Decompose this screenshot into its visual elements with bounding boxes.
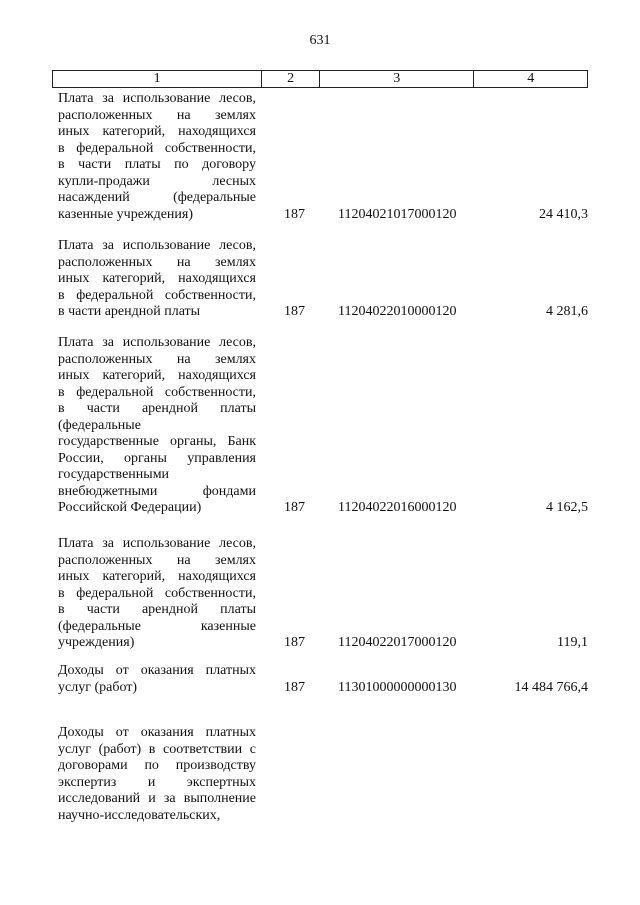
description-line: иных категорий, находящихся [58, 271, 256, 286]
description-line: внебюджетными фондами [58, 483, 256, 499]
description-line: иных категорий, находящихся [58, 569, 256, 584]
description-line: расположенных на землях [58, 254, 256, 270]
description-line: России, органы управления [58, 450, 256, 466]
description-line: государственными [58, 467, 170, 482]
amount-value: 4 281,6 [546, 304, 588, 319]
description-line: учреждения) [58, 635, 135, 650]
row-description [58, 91, 256, 223]
description-line: Плата за использование лесов, [58, 536, 256, 551]
description-line: договорами по производству [58, 758, 256, 773]
table-row [52, 536, 588, 652]
description-line: в федеральной собственности, [58, 140, 256, 156]
description-line: (федеральные [58, 417, 141, 433]
description-line: иных категорий, находящихся [58, 124, 256, 139]
table-row [52, 238, 588, 321]
table-row [52, 725, 588, 824]
description-line: Доходы от оказания платных [58, 663, 256, 678]
header-col-2: 2 [262, 71, 320, 87]
table-row [52, 663, 588, 696]
amount-value: 4 162,5 [546, 500, 588, 515]
admin-code: 187 [284, 635, 305, 650]
table-header [52, 70, 588, 88]
admin-code: 187 [284, 304, 305, 319]
amount-value: 14 484 766,4 [514, 679, 588, 695]
description-line: (федеральные казенные [58, 618, 256, 634]
description-line: в федеральной собственности, [58, 585, 256, 601]
description-line: в части арендной платы [58, 602, 256, 617]
admin-code: 187 [284, 206, 305, 222]
description-line: казенные учреждения) [58, 206, 194, 222]
description-line: в части арендной платы [58, 304, 201, 319]
budget-classification-code: 11204022010000120 [338, 304, 457, 319]
description-line: расположенных на землях [58, 552, 256, 568]
description-line: купли-продажи лесных [58, 173, 256, 189]
description-line: услуг (работ) [58, 679, 138, 695]
description-line: научно-исследовательских, [58, 807, 221, 823]
description-line: расположенных на землях [58, 107, 256, 123]
row-description [58, 536, 256, 652]
description-line: исследований и за выполнение [58, 791, 256, 806]
header-col-4: 4 [527, 71, 535, 86]
description-line: насаждений (федеральные [58, 190, 256, 205]
amount-value: 119,1 [557, 635, 588, 650]
description-line: в федеральной собственности, [58, 384, 256, 400]
budget-classification-code: 11204022016000120 [338, 500, 457, 515]
header-col-1: 1 [53, 71, 262, 87]
amount-value: 24 410,3 [539, 206, 588, 222]
budget-classification-code: 11301000000000130 [338, 679, 457, 695]
row-description [58, 663, 256, 696]
header-col-3: 3 [320, 71, 474, 87]
budget-classification-code: 11204022017000120 [338, 635, 457, 650]
description-line: экспертиз и экспертных [58, 774, 256, 790]
description-line: Плата за использование лесов, [58, 238, 256, 253]
row-description [58, 238, 256, 321]
budget-classification-code: 11204021017000120 [338, 206, 457, 222]
description-line: иных категорий, находящихся [58, 368, 256, 383]
description-line: в федеральной собственности, [58, 287, 256, 303]
admin-code: 187 [284, 679, 305, 695]
description-line: Плата за использование лесов, [58, 335, 256, 350]
description-line: в части платы по договору [58, 157, 256, 172]
description-line: Плата за использование лесов, [58, 91, 256, 106]
page-number: 631 [309, 33, 331, 48]
row-description [58, 725, 256, 824]
description-line: Доходы от оказания платных [58, 725, 256, 740]
description-line: расположенных на землях [58, 351, 256, 367]
table-row [52, 91, 588, 223]
description-line: услуг (работ) в соответствии с [58, 741, 256, 757]
description-line: государственные органы, Банк [58, 434, 256, 449]
description-line: Российской Федерации) [58, 500, 202, 515]
table-row [52, 335, 588, 517]
admin-code: 187 [284, 500, 305, 515]
row-description [58, 335, 256, 517]
description-line: в части арендной платы [58, 401, 256, 416]
